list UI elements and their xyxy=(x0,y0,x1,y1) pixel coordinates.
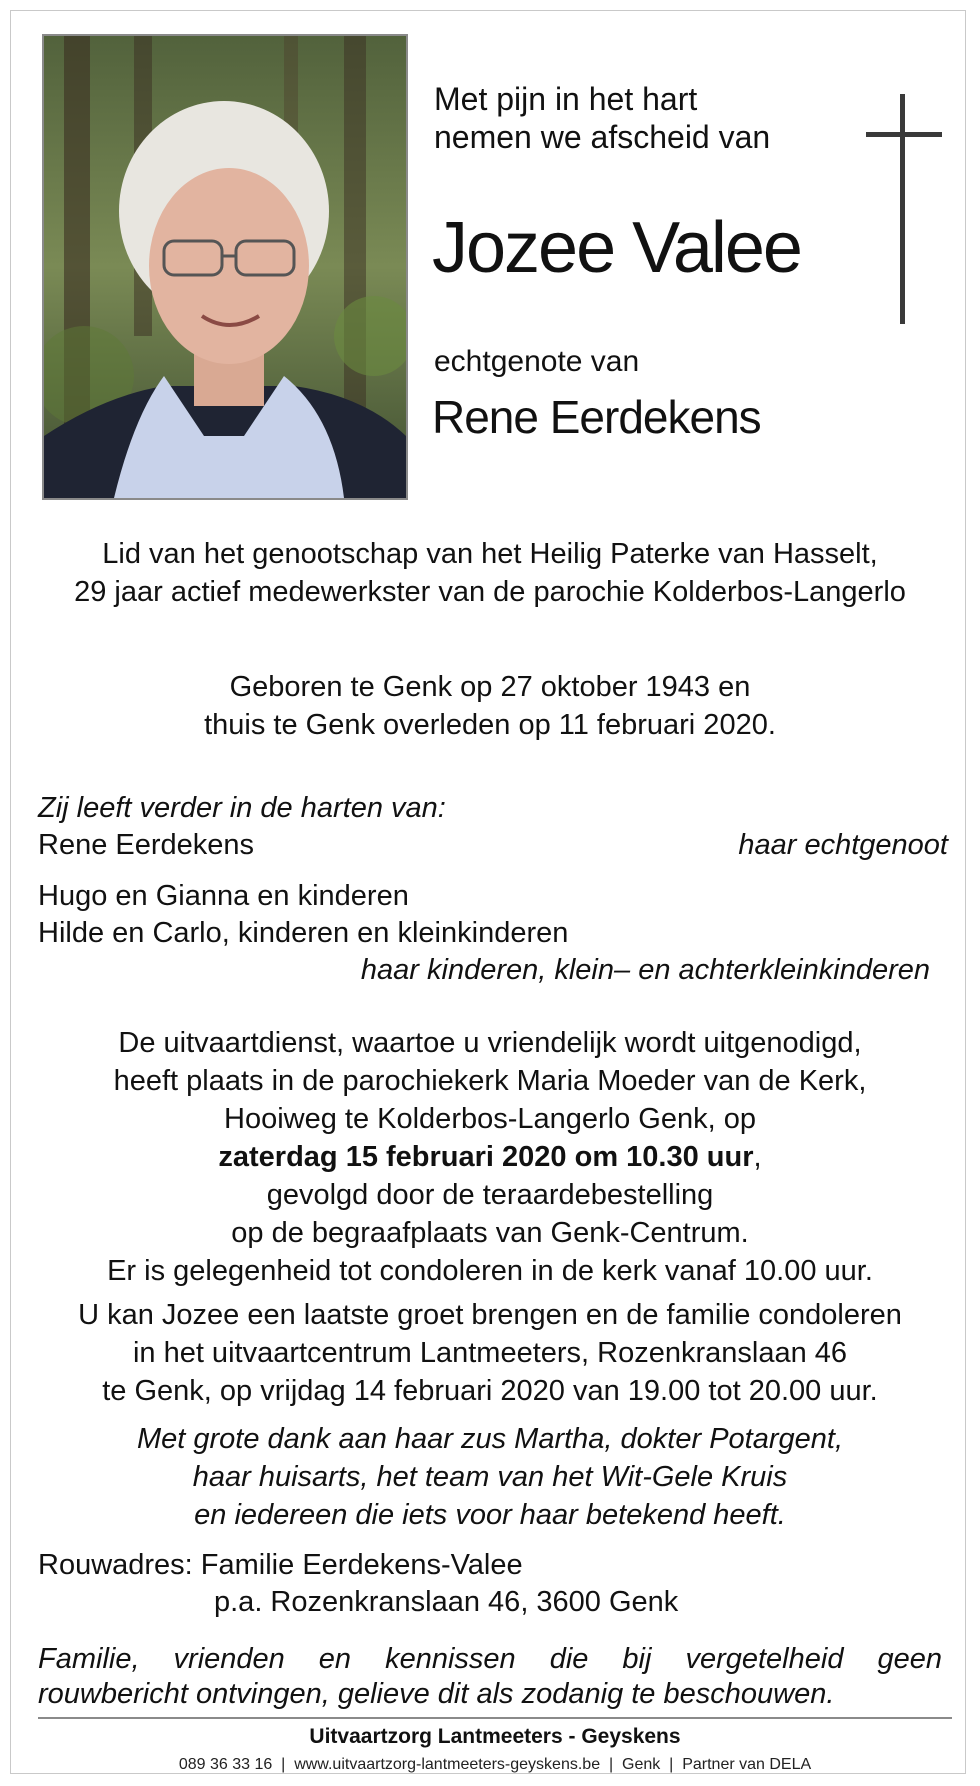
footer-divider xyxy=(38,1717,952,1719)
funeral-text xyxy=(30,1024,950,1290)
survivor-spouse-role: haar echtgenoot xyxy=(738,829,948,861)
address-line-1: Rouwadres: Familie Eerdekens-Valee xyxy=(38,1549,523,1581)
address-section xyxy=(38,1547,948,1621)
birth-line: Geboren te Genk op 27 oktober 1943 en xyxy=(229,671,751,703)
membership-line-2: 29 jaar actief medewerkster van de parochie Kolderbos-Langerlo xyxy=(74,576,906,608)
visitation-line-2: in het uitvaartcentrum Lantmeeters, Rozenkranslaan 46 xyxy=(132,1337,848,1369)
footer-contact-info: 089 36 33 16 | www.uitvaartzorg-lantmeeters-geyskens.be | Genk | Partner van DELA xyxy=(178,1756,812,1773)
intro-text xyxy=(434,80,770,156)
intro-line-2: nemen we afscheid van xyxy=(434,119,771,155)
latin-cross-icon xyxy=(866,94,942,324)
funeral-line-7: Er is gelegenheid tot condoleren in de kerk vanaf 10.00 uur. xyxy=(107,1255,873,1287)
survivors-section xyxy=(38,790,948,989)
visitation-text xyxy=(30,1296,950,1410)
address-line-2: p.a. Rozenkranslaan 46, 3600 Genk xyxy=(214,1586,679,1618)
survivor-spouse-row xyxy=(38,827,948,864)
deceased-name: Jozee Valee xyxy=(432,208,801,288)
funeral-line-1: De uitvaartdienst, waartoe u vriendelijk wordt uitgenodigd, xyxy=(118,1027,862,1059)
funeral-line-5: gevolgd door de teraardebestelling xyxy=(266,1179,714,1211)
funeral-line-2: heeft plaats in de parochiekerk Maria Moeder van de Kerk, xyxy=(113,1065,867,1097)
death-line: thuis te Genk overleden op 11 februari 2020. xyxy=(204,709,776,741)
visitation-line-1: U kan Jozee een laatste groet brengen en de familie condoleren xyxy=(78,1299,902,1331)
funeral-date-line xyxy=(30,1138,950,1176)
notice-line-2: rouwbericht ontvingen, gelieve dit als zodanig te beschouwen. xyxy=(38,1678,835,1710)
funeral-line-3: Hooiweg te Kolderbos-Langerlo Genk, op xyxy=(224,1103,756,1135)
birth-death-text xyxy=(30,668,950,744)
funeral-date: zaterdag 15 februari 2020 om 10.30 uur xyxy=(218,1141,754,1173)
survivor-children-role: haar kinderen, klein– en achterkleinkinderen xyxy=(360,954,930,986)
thanks-line-2: haar huisarts, het team van het Wit-Gele Kruis xyxy=(192,1461,788,1493)
survivors-heading: Zij leeft verder in de harten van: xyxy=(38,792,446,824)
survivor-spouse-name: Rene Eerdekens xyxy=(38,829,255,861)
portrait-photo xyxy=(42,34,408,500)
visitation-line-3: te Genk, op vrijdag 14 februari 2020 van 19.00 tot 20.00 uur. xyxy=(102,1375,878,1407)
thanks-line-1: Met grote dank aan haar zus Martha, dokter Potargent, xyxy=(136,1423,844,1455)
spouse-name: Rene Eerdekens xyxy=(432,391,761,443)
membership-text xyxy=(30,535,950,611)
spouse-label: echtgenote van xyxy=(434,345,640,378)
footer-company: Uitvaartzorg Lantmeeters - Geyskens xyxy=(309,1725,681,1748)
notice-line-1: Familie, vrienden en kennissen die bij vergetelheid geen xyxy=(38,1643,942,1675)
intro-line-1: Met pijn in het hart xyxy=(434,81,698,117)
survivor-child-2: Hilde en Carlo, kinderen en kleinkinderen xyxy=(38,917,569,949)
membership-line-1: Lid van het genootschap van het Heilig Paterke van Hasselt, xyxy=(102,538,878,570)
portrait-illustration xyxy=(44,36,406,498)
survivor-child-1: Hugo en Gianna en kinderen xyxy=(38,880,409,912)
funeral-date-suffix: , xyxy=(753,1141,762,1173)
thanks-text xyxy=(30,1420,950,1534)
thanks-line-3: en iedereen die iets voor haar betekend heeft. xyxy=(194,1499,786,1531)
funeral-line-6: op de begraafplaats van Genk-Centrum. xyxy=(231,1217,749,1249)
